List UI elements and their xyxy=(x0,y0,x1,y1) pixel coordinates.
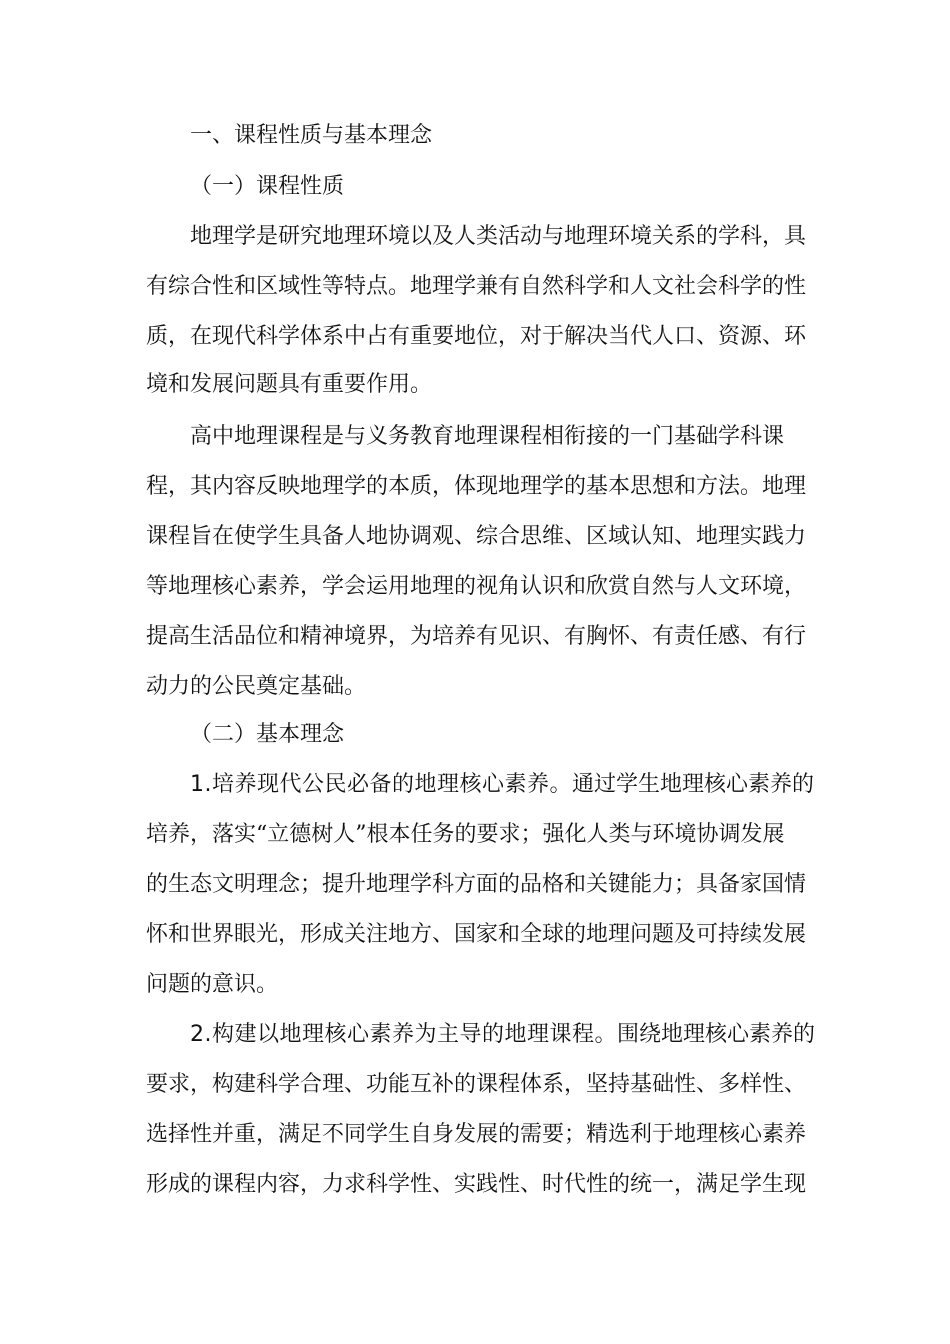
para-2-line-2: 程，其内容反映地理学的本质，体现地理学的基本思想和方法。地理 xyxy=(146,474,807,499)
para-2-line-3: 课程旨在使学生具备人地协调观、综合思维、区域认知、地理实践力 xyxy=(146,524,807,549)
para-4-lead: 2.构建以地理核心素养为主导的地理课程。 xyxy=(190,1022,617,1047)
para-1-line-1: 地理学是研究地理环境以及人类活动与地理环境关系的学科，具 xyxy=(190,224,807,249)
section-heading: 一、课程性质与基本理念 xyxy=(190,123,433,148)
para-1-line-4: 境和发展问题具有重要作用。 xyxy=(146,372,433,397)
para-3-line-3: 的生态文明理念；提升地理学科方面的品格和关键能力；具备家国情 xyxy=(146,872,807,897)
para-1-line-2: 有综合性和区域性等特点。地理学兼有自然科学和人文社会科学的性 xyxy=(146,274,807,299)
para-3-line-5: 问题的意识。 xyxy=(146,972,279,997)
para-2-line-4: 等地理核心素养，学会运用地理的视角认识和欣赏自然与人文环境， xyxy=(146,574,807,599)
para-3-line-1-rest: 通过学生地理核心素养的 xyxy=(572,772,815,797)
para-3-lead: 1.培养现代公民必备的地理核心素养。 xyxy=(190,772,572,797)
para-4-line-3: 选择性并重，满足不同学生自身发展的需要；精选利于地理核心素养 xyxy=(146,1122,807,1147)
para-3-line-4: 怀和世界眼光，形成关注地方、国家和全球的地理问题及可持续发展 xyxy=(146,922,807,947)
para-2-line-5: 提高生活品位和精神境界，为培养有见识、有胸怀、有责任感、有行 xyxy=(146,624,807,649)
para-2-line-1: 高中地理课程是与义务教育地理课程相衔接的一门基础学科课 xyxy=(190,424,785,449)
para-3-line-1 xyxy=(190,772,814,798)
para-4-line-2: 要求，构建科学合理、功能互补的课程体系，坚持基础性、多样性、 xyxy=(146,1072,807,1097)
para-2-line-6: 动力的公民奠定基础。 xyxy=(146,674,367,699)
subheading-basic-concepts: （二）基本理念 xyxy=(190,722,345,747)
para-1-line-3: 质，在现代科学体系中占有重要地位，对于解决当代人口、资源、环 xyxy=(146,324,807,349)
para-4-line-4: 形成的课程内容，力求科学性、实践性、时代性的统一，满足学生现 xyxy=(146,1172,807,1197)
para-3-line-2: 培养，落实“立德树人”根本任务的要求；强化人类与环境协调发展 xyxy=(146,822,785,847)
subheading-course-nature: （一）课程性质 xyxy=(190,174,345,199)
para-4-line-1 xyxy=(190,1022,815,1048)
para-4-line-1-rest: 围绕地理核心素养的 xyxy=(617,1022,816,1047)
